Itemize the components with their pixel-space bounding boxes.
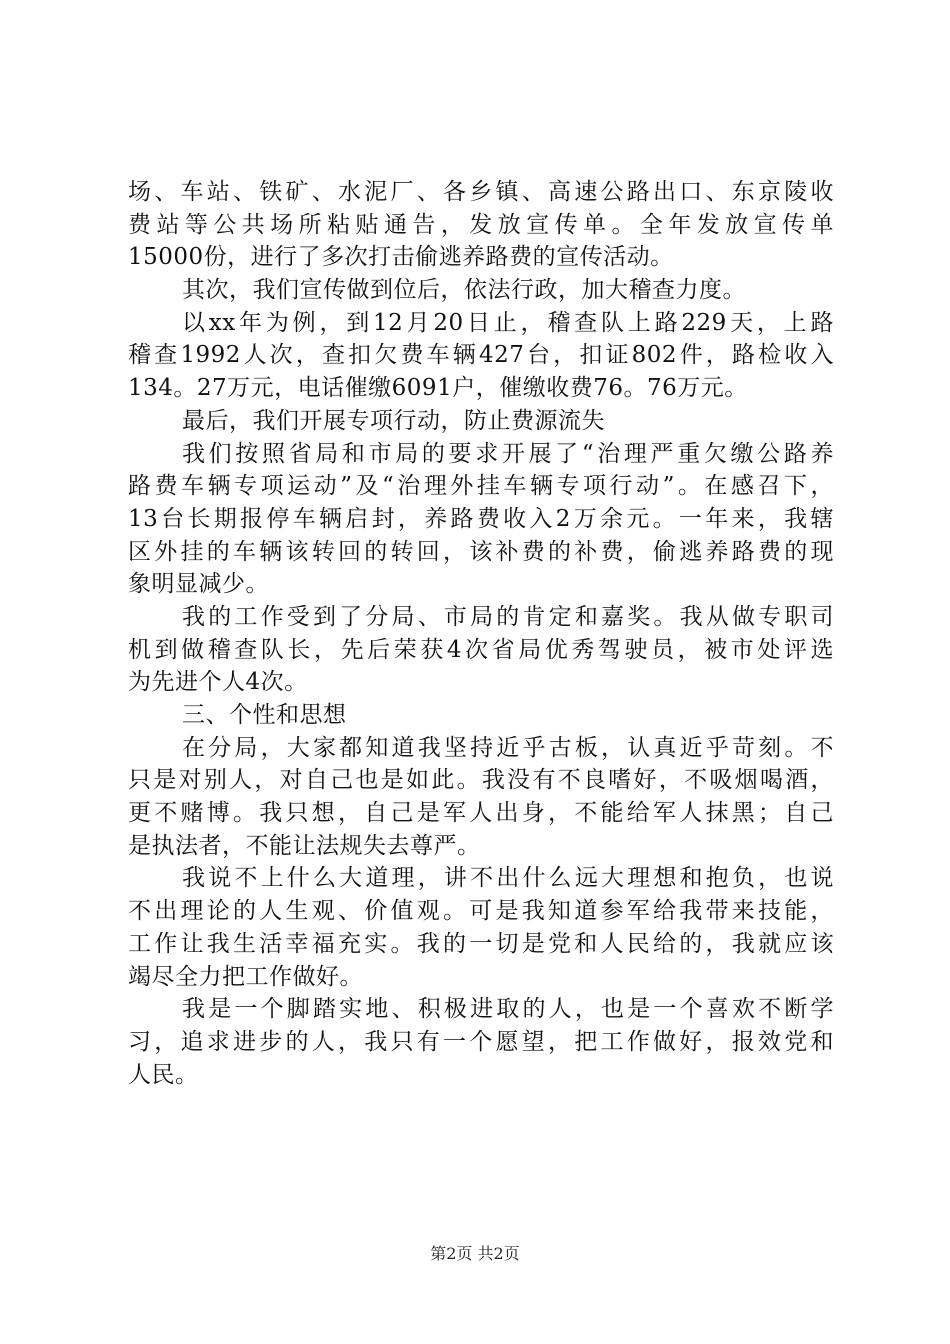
body-line: 工作让我生活幸福充实。我的一切是党和人民给的，我就应该 xyxy=(128,930,834,957)
body-line: 其次，我们宣传做到位后，依法行政，加大稽查力度。 xyxy=(182,277,746,304)
body-line: 区外挂的车辆该转回的转回，该补费的补费，偷逃养路费的现 xyxy=(128,538,834,565)
body-line: 路费车辆专项运动”及“治理外挂车辆专项行动”。在感召下， xyxy=(128,473,834,500)
body-line: 象明显减少。 xyxy=(128,571,269,598)
section-heading: 三、个性和思想 xyxy=(182,702,347,728)
body-line: 134。27万元，电话催缴6091户，催缴收费76。76万元。 xyxy=(128,375,748,402)
body-line: 15000份，进行了多次打击偷逃养路费的宣传活动。 xyxy=(128,244,674,271)
section-heading: 最后，我们开展专项行动，防止费源流失 xyxy=(182,407,605,434)
body-line: 人民。 xyxy=(128,1061,199,1088)
body-line: 我的工作受到了分局、市局的肯定和嘉奖。我从做专职司 xyxy=(182,603,834,630)
body-line: 更不赌博。我只想，自己是军人出身，不能给军人抹黑；自己 xyxy=(128,800,834,827)
body-line: 稽查1992人次，查扣欠费车辆427台，扣证802件，路检收入 xyxy=(128,342,834,369)
body-line: 习，追求进步的人，我只有一个愿望，把工作做好，报效党和 xyxy=(128,1028,834,1055)
body-line: 我们按照省局和市局的要求开展了“治理严重欠缴公路养 xyxy=(182,440,834,467)
body-line: 只是对别人，对自己也是如此。我没有不良嗜好，不吸烟喝酒， xyxy=(128,767,834,794)
body-line: 我说不上什么大道理，讲不出什么远大理想和抱负，也说 xyxy=(182,865,834,892)
body-line: 13台长期报停车辆启封，养路费收入2万余元。一年来，我辖 xyxy=(128,505,834,532)
body-line: 竭尽全力把工作做好。 xyxy=(128,963,363,990)
body-line: 在分局，大家都知道我坚持近乎古板，认真近乎苛刻。不 xyxy=(182,734,834,761)
body-line: 场、车站、铁矿、水泥厂、各乡镇、高速公路出口、东京陵收 xyxy=(128,179,834,205)
body-line: 不出理论的人生观、价值观。可是我知道参军给我带来技能， xyxy=(128,898,834,925)
body-line: 机到做稽查队长，先后荣获4次省局优秀驾驶员，被市处评选 xyxy=(128,636,834,663)
document-body xyxy=(128,176,834,1091)
body-line: 费站等公共场所粘贴通告，发放宣传单。全年发放宣传单 xyxy=(128,211,834,238)
body-line: 为先进个人4次。 xyxy=(128,669,308,696)
page-footer: 第2页 共2页 xyxy=(430,1244,520,1263)
body-line: 是执法者，不能让法规失去尊严。 xyxy=(128,832,481,859)
body-line: 以xx年为例，到12月20日止，稽查队上路229天，上路 xyxy=(182,309,834,336)
body-line: 我是一个脚踏实地、积极进取的人，也是一个喜欢不断学 xyxy=(182,996,834,1023)
